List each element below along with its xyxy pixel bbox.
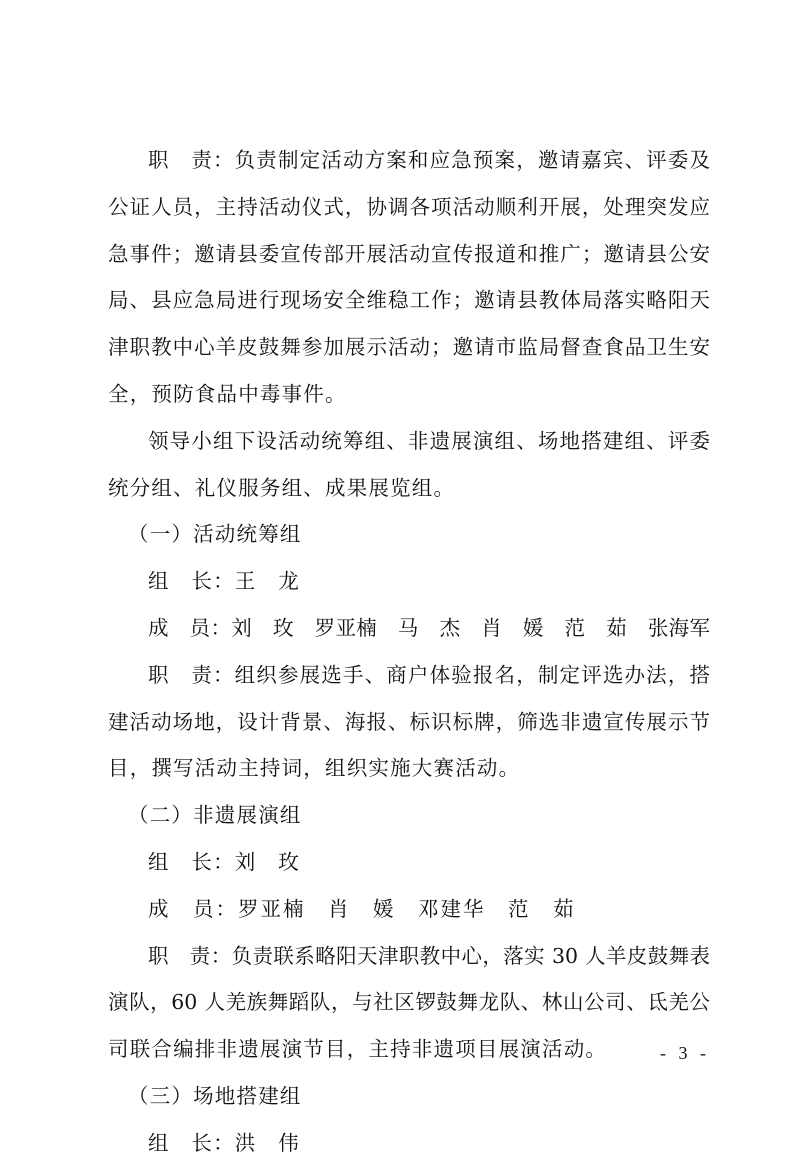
paragraph-line: 公证人员，主持活动仪式，协调各项活动顺利开展，处理突发应: [108, 194, 710, 219]
paragraph-line: 全，预防食品中毒事件。: [108, 382, 347, 406]
group-leader: 组 长：王 龙: [148, 569, 300, 594]
paragraph-line: 建活动场地，设计背景、海报、标识标牌，筛选非遗宣传展示节: [108, 709, 710, 734]
paragraph-line: 演队，60 人羌族舞蹈队，与社区锣鼓舞龙队、林山公司、氐羌公: [108, 990, 710, 1015]
paragraph-line: 统分组、礼仪服务组、成果展览组。: [108, 475, 456, 500]
section-heading: （三）场地搭建组: [128, 1084, 302, 1108]
paragraph-line: 领导小组下设活动统筹组、非遗展演组、场地搭建组、评委: [148, 428, 710, 453]
page-number: - 3 -: [660, 1043, 710, 1063]
paragraph-line: 职 责：负责联系略阳天津职教中心，落实 30 人羊皮鼓舞表: [148, 943, 710, 968]
group-members: 成 员：罗亚楠 肖 媛 邓建华 范 茹: [148, 896, 576, 921]
section-heading: （二）非遗展演组: [128, 803, 302, 828]
group-leader: 组 长：洪 伟: [148, 1130, 300, 1155]
group-leader: 组 长：刘 玫: [148, 850, 300, 874]
paragraph-line: 目，撰写活动主持词，组织实施大赛活动。: [108, 756, 521, 781]
paragraph-line: 司联合编排非遗展演节目，主持非遗项目展演活动。: [108, 1037, 608, 1062]
group-members: 成 员：刘 玫 罗亚楠 马 杰 肖 媛 范 茹 张海军: [148, 616, 710, 640]
paragraph-line: 职 责：负责制定活动方案和应急预案，邀请嘉宾、评委及: [148, 148, 710, 172]
paragraph-line: 津职教中心羊皮鼓舞参加展示活动；邀请市监局督查食品卫生安: [108, 335, 710, 360]
paragraph-line: 职 责：组织参展选手、商户体验报名，制定评选办法，搭: [148, 662, 710, 687]
paragraph-line: 急事件；邀请县委宣传部开展活动宣传报道和推广；邀请县公安: [108, 241, 710, 266]
paragraph-line: 局、县应急局进行现场安全维稳工作；邀请县教体局落实略阳天: [108, 288, 710, 313]
section-heading: （一）活动统筹组: [128, 522, 302, 547]
